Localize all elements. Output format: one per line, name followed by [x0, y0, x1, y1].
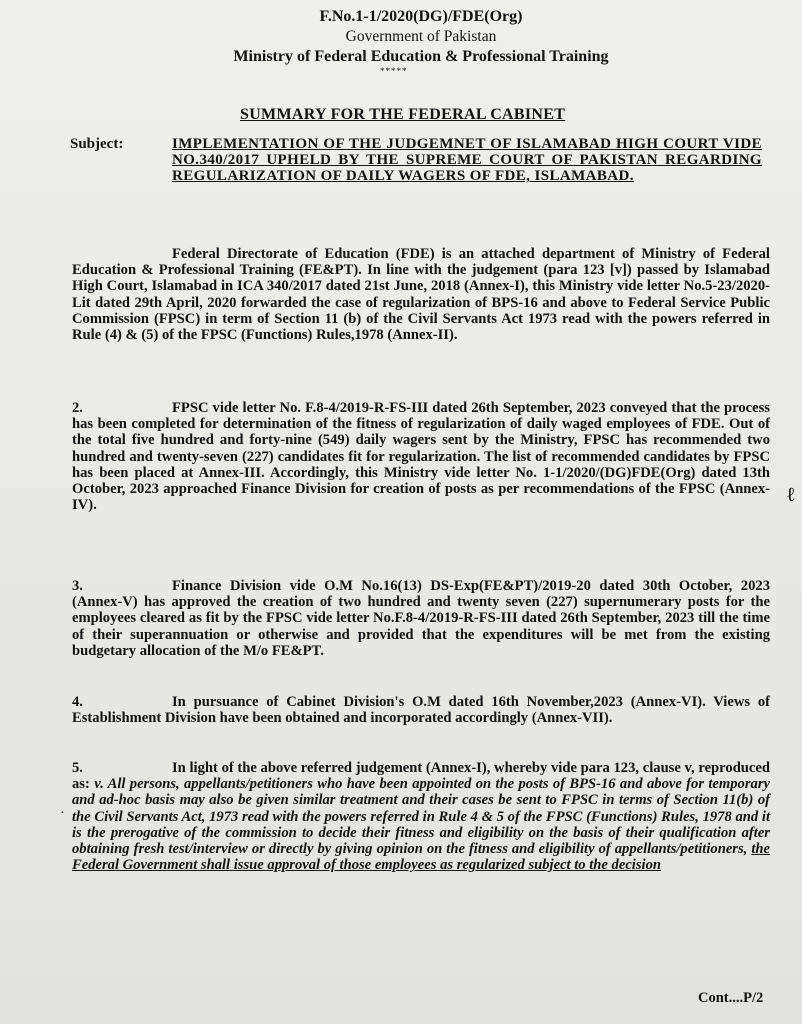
- paragraph-number: 3.: [72, 578, 83, 594]
- handwritten-margin-mark: ℓ: [786, 482, 796, 506]
- paragraph-5: [72, 760, 770, 873]
- paragraph-3: [72, 578, 770, 659]
- paragraph-1-text: Federal Directorate of Education (FDE) is an attached department of Ministry of Federal Education & Professional Training (FE&PT). In line with the judgement (para 123 [v]) passed by Islamabad High Court, Islamabad in ICA 340/2017 dated 21st June, 2018 (Annex-I), this Ministry vide letter No.5-23/2020-Lit dated 29th April, 2020 forwarded the case of regularization of BPS-16 and above to Federal Service Public Commission (FPSC) in term of Section 11 (b) of the Civil Servants Act 1973 read with the powers referred in Rule (4) & (5) of the FPSC (Functions) Rules,1978 (Annex-II).: [72, 246, 770, 344]
- paragraph-4-text: In pursuance of Cabinet Division's O.M dated 16th November,2023 (Annex-VI). Views of Establishment Division have been obtained and incorporated accordingly (Annex-VII).: [72, 694, 770, 727]
- subject-label: Subject:: [70, 136, 124, 152]
- subject-text: IMPLEMENTATION OF THE JUDGEMNET OF ISLAMABAD HIGH COURT VIDE NO.340/2017 UPHELD BY THE SUPREME COURT OF PAKISTAN REGARDING REGULARIZATION OF DAILY WAGERS OF FDE, ISLAMABAD.: [172, 136, 762, 184]
- ministry-line: Ministry of Federal Education & Professional Training: [233, 48, 609, 65]
- continuation-note: Cont....P/2: [698, 990, 764, 1006]
- underlined-clause: the Federal Government shall issue approval of those employees as regularized subject to the decision: [72, 841, 770, 874]
- margin-dot: ·: [60, 806, 65, 821]
- file-number: F.No.1-1/2020(DG)/FDE(Org): [319, 8, 523, 25]
- government-line: Government of Pakistan: [345, 28, 497, 45]
- paragraph-number: 2.: [72, 400, 83, 416]
- paragraph-1: [72, 246, 770, 343]
- paragraph-2-text: FPSC vide letter No. F.8-4/2019-R-FS-III dated 26th September, 2023 conveyed that the process has been completed for determination of the fitness of regularization of daily waged employees of FDE. Out of the total five hundred and forty-nine (549) daily wagers sent by the Ministry, FPSC has recommended two hundred and twenty-seven (227) candidates fit for regularization. The list of recommended candidates by FPSC has been placed at Annex-III. Accordingly, this Ministry vide letter No. 1-1/2020/(DG)FDE(Org) dated 13th October, 2023 approached Finance Division for creation of posts as per recommendations of the FPSC (Annex-IV).: [72, 400, 770, 514]
- paragraph-4: [72, 694, 770, 726]
- paragraph-number: 5.: [72, 760, 83, 776]
- paragraph-3-text: Finance Division vide O.M No.16(13) DS-Exp(FE&PT)/2019-20 dated 30th October, 2023 (Annex-V) has approved the creation of two hundred and twenty seven (227) supernumerary posts for the employees cleared as fit by the FPSC vide letter No.F.8-4/2019-R-FS-III dated 26th September, 2023 till the time of their superannuation or otherwise and provided that the expenditures will be met from the existing budgetary allocation of the M/o FE&PT.: [72, 578, 770, 659]
- paragraph-5-text: In light of the above referred judgement (Annex-I), whereby vide para 123, clause v, reproduced as:: [72, 760, 770, 793]
- header-stars: *****: [380, 66, 408, 76]
- paragraph-2: [72, 400, 770, 513]
- quoted-clause: v. All persons, appellants/petitioners who have been appointed on the posts of BPS-16 and above for temporary and ad-hoc basis may also be given similar treatment and their cases be sent to FPSC in terms of Section 11(b) of the Civil Servants Act, 1973 read with the powers referred in Rule 4 & 5 of the FPSC (Functions) Rules, 1978 and it is the prerogative of the commission to decide their fitness and eligibility on the basis of their qualification after obtaining fresh test/interview or directly by giving opinion on the fitness and eligibility of appellants/petitioners,: [72, 776, 770, 858]
- summary-title: SUMMARY FOR THE FEDERAL CABINET: [240, 106, 566, 123]
- paragraph-number: 4.: [72, 694, 83, 710]
